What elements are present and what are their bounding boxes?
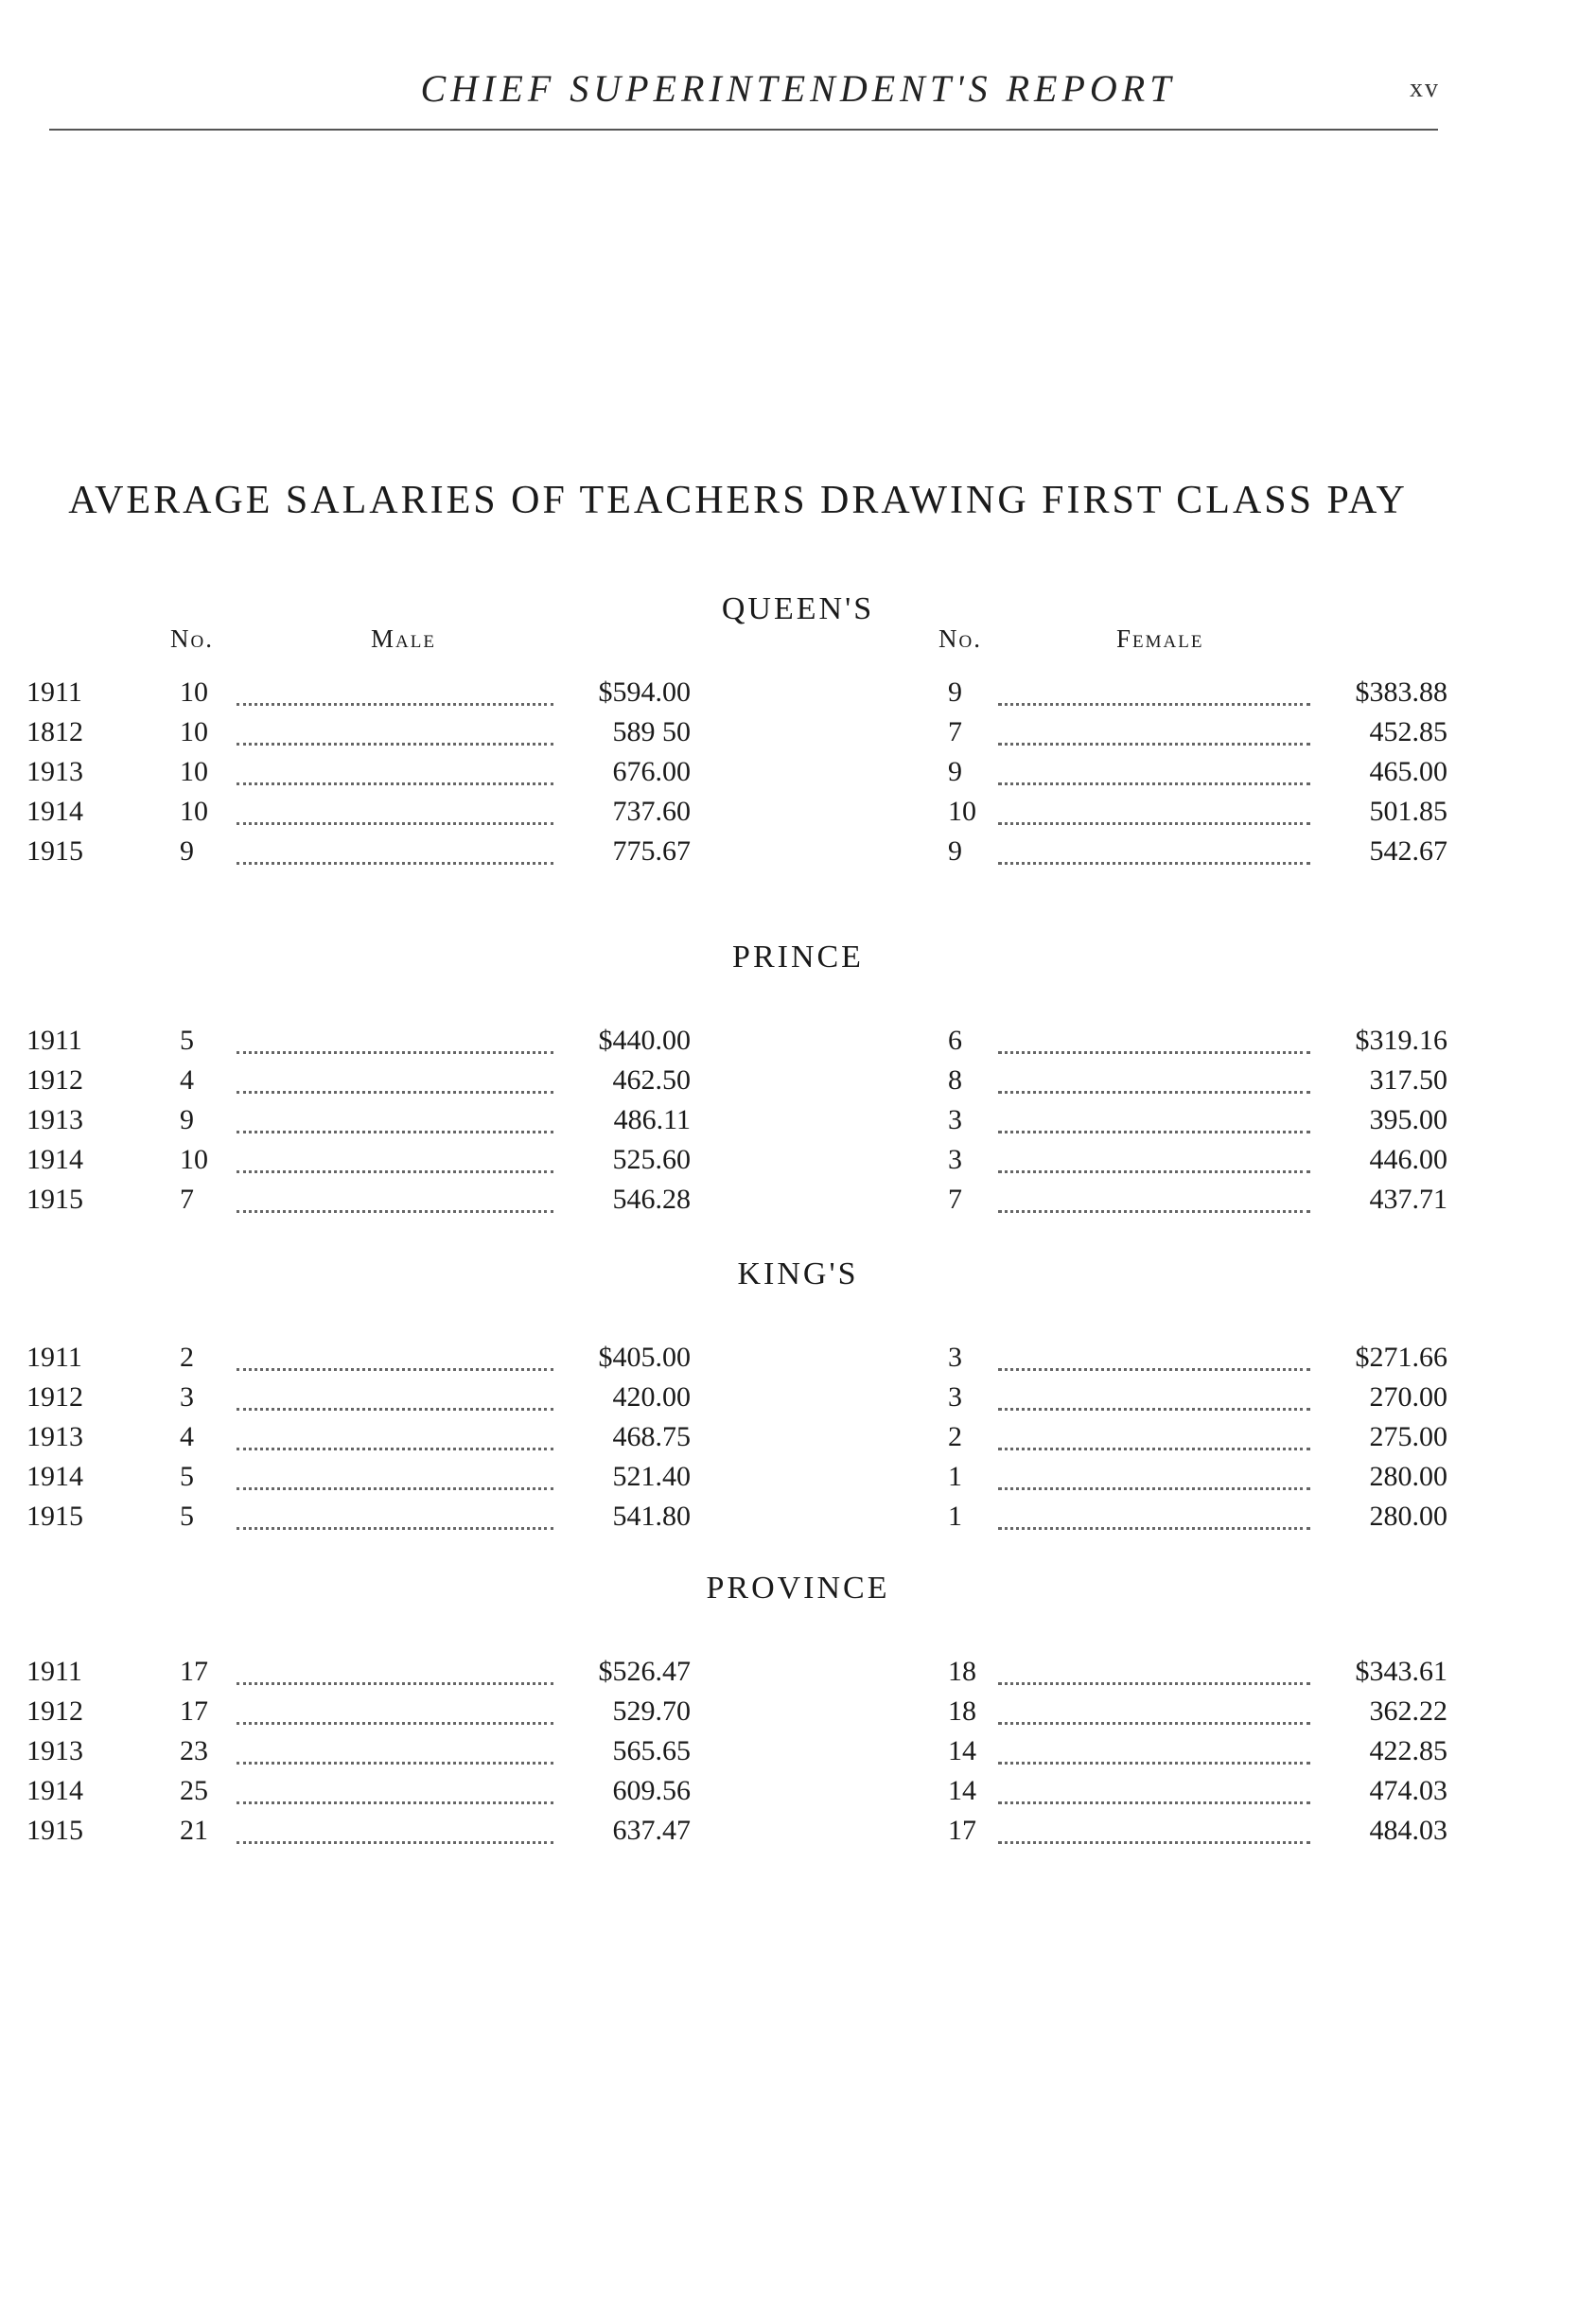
year-cell: 1914	[26, 1775, 83, 1806]
male-count-cell: 5	[180, 1461, 194, 1492]
female-salary-cell: 280.00	[1369, 1461, 1447, 1492]
male-salary-cell: 737.60	[612, 796, 691, 827]
dot-leader	[998, 1487, 1310, 1490]
male-count-cell: 5	[180, 1025, 194, 1056]
female-salary-cell: 474.03	[1369, 1775, 1447, 1806]
male-salary-cell: 546.28	[612, 1184, 691, 1215]
male-count-cell: 9	[180, 1104, 194, 1135]
female-salary-cell: 465.00	[1369, 756, 1447, 787]
dot-leader	[998, 1801, 1310, 1804]
male-count-cell: 10	[180, 1144, 208, 1175]
table-row	[0, 1184, 1596, 1221]
dot-leader	[237, 703, 553, 706]
dot-leader	[237, 862, 553, 865]
table-row	[0, 1421, 1596, 1459]
male-count-cell: 10	[180, 716, 208, 747]
male-count-cell: 23	[180, 1735, 208, 1766]
female-salary-cell: 280.00	[1369, 1501, 1447, 1532]
year-cell: 1912	[26, 1695, 83, 1727]
table-row	[0, 835, 1596, 873]
dot-leader	[998, 1091, 1310, 1094]
table-row	[0, 1501, 1596, 1538]
dot-leader	[237, 782, 553, 785]
male-salary-cell: 420.00	[612, 1381, 691, 1413]
dot-leader	[998, 1448, 1310, 1450]
male-count-cell: 17	[180, 1695, 208, 1727]
section-title: PRINCE	[732, 940, 864, 975]
year-cell: 1912	[26, 1064, 83, 1096]
dot-leader	[237, 1801, 553, 1804]
column-header-male-no: No.	[170, 624, 214, 653]
male-count-cell: 4	[180, 1064, 194, 1096]
male-count-cell: 5	[180, 1501, 194, 1532]
dot-leader	[237, 1170, 553, 1173]
dot-leader	[998, 1527, 1310, 1530]
year-cell: 1911	[26, 1342, 82, 1373]
dot-leader	[998, 822, 1310, 825]
female-count-cell: 3	[948, 1104, 962, 1135]
dot-leader	[998, 1762, 1310, 1765]
male-salary-cell: 462.50	[612, 1064, 691, 1096]
table-row	[0, 1104, 1596, 1142]
dot-leader	[998, 862, 1310, 865]
female-count-cell: 14	[948, 1735, 976, 1766]
male-salary-cell: 529.70	[612, 1695, 691, 1727]
table-row	[0, 1815, 1596, 1853]
male-salary-cell: $405.00	[598, 1342, 691, 1373]
year-cell: 1912	[26, 1381, 83, 1413]
table-row	[0, 1775, 1596, 1813]
year-cell: 1915	[26, 1501, 83, 1532]
table-row	[0, 1144, 1596, 1182]
male-salary-cell: 589 50	[612, 716, 691, 747]
year-cell: 1914	[26, 1461, 83, 1492]
section-title: QUEEN'S	[721, 591, 875, 626]
male-salary-cell: 541.80	[612, 1501, 691, 1532]
female-salary-cell: 275.00	[1369, 1421, 1447, 1452]
dot-leader	[237, 1131, 553, 1133]
running-head-title: CHIEF SUPERINTENDENT'S REPORT	[420, 67, 1176, 110]
page-title: AVERAGE SALARIES OF TEACHERS DRAWING FIRST CLASS PAY	[68, 479, 1408, 522]
dot-leader	[998, 703, 1310, 706]
year-cell: 1913	[26, 756, 83, 787]
dot-leader	[998, 1210, 1310, 1213]
female-count-cell: 17	[948, 1815, 976, 1846]
male-salary-cell: 637.47	[612, 1815, 691, 1846]
dot-leader	[237, 1210, 553, 1213]
year-cell: 1915	[26, 1184, 83, 1215]
year-cell: 1913	[26, 1421, 83, 1452]
female-salary-cell: $343.61	[1355, 1656, 1447, 1687]
table-row	[0, 1025, 1596, 1063]
dot-leader	[237, 1487, 553, 1490]
year-cell: 1911	[26, 1656, 82, 1687]
male-count-cell: 4	[180, 1421, 194, 1452]
table-row	[0, 1381, 1596, 1419]
female-count-cell: 10	[948, 796, 976, 827]
female-count-cell: 9	[948, 835, 962, 867]
female-salary-cell: 446.00	[1369, 1144, 1447, 1175]
year-cell: 1914	[26, 796, 83, 827]
dot-leader	[998, 1722, 1310, 1725]
female-salary-cell: $383.88	[1355, 676, 1447, 708]
male-count-cell: 21	[180, 1815, 208, 1846]
male-count-cell: 10	[180, 676, 208, 708]
female-count-cell: 6	[948, 1025, 962, 1056]
female-count-cell: 3	[948, 1342, 962, 1373]
female-salary-cell: 422.85	[1369, 1735, 1447, 1766]
dot-leader	[998, 1841, 1310, 1844]
male-salary-cell: $526.47	[598, 1656, 691, 1687]
female-count-cell: 18	[948, 1695, 976, 1727]
dot-leader	[998, 1170, 1310, 1173]
female-count-cell: 14	[948, 1775, 976, 1806]
male-count-cell: 25	[180, 1775, 208, 1806]
year-cell: 1911	[26, 1025, 82, 1056]
dot-leader	[237, 1368, 553, 1371]
male-count-cell: 10	[180, 756, 208, 787]
male-count-cell: 9	[180, 835, 194, 867]
male-salary-cell: $440.00	[598, 1025, 691, 1056]
dot-leader	[237, 1091, 553, 1094]
section-title: KING'S	[737, 1256, 859, 1291]
female-count-cell: 9	[948, 756, 962, 787]
female-salary-cell: 452.85	[1369, 716, 1447, 747]
dot-leader	[237, 822, 553, 825]
female-salary-cell: 270.00	[1369, 1381, 1447, 1413]
dot-leader	[998, 782, 1310, 785]
year-cell: 1913	[26, 1735, 83, 1766]
female-count-cell: 9	[948, 676, 962, 708]
dot-leader	[998, 1368, 1310, 1371]
male-count-cell: 17	[180, 1656, 208, 1687]
female-salary-cell: 484.03	[1369, 1815, 1447, 1846]
female-salary-cell: 317.50	[1369, 1064, 1447, 1096]
female-count-cell: 2	[948, 1421, 962, 1452]
dot-leader	[998, 743, 1310, 746]
female-count-cell: 1	[948, 1501, 962, 1532]
year-cell: 1911	[26, 676, 82, 708]
running-head	[0, 66, 1596, 123]
year-cell: 1914	[26, 1144, 83, 1175]
dot-leader	[998, 1408, 1310, 1411]
female-salary-cell: 542.67	[1369, 835, 1447, 867]
male-count-cell: 2	[180, 1342, 194, 1373]
male-salary-cell: 468.75	[612, 1421, 691, 1452]
male-salary-cell: 565.65	[612, 1735, 691, 1766]
female-count-cell: 7	[948, 1184, 962, 1215]
table-row	[0, 796, 1596, 834]
column-header-male: Male	[371, 624, 436, 653]
male-salary-cell: 486.11	[613, 1104, 691, 1135]
year-cell: 1812	[26, 716, 83, 747]
dot-leader	[237, 1722, 553, 1725]
page-number: xv	[1410, 74, 1440, 103]
male-salary-cell: 676.00	[612, 756, 691, 787]
table-row	[0, 1695, 1596, 1733]
dot-leader	[237, 743, 553, 746]
male-salary-cell: 775.67	[612, 835, 691, 867]
male-salary-cell: 521.40	[612, 1461, 691, 1492]
male-salary-cell: $594.00	[598, 676, 691, 708]
dot-leader	[237, 1448, 553, 1450]
male-count-cell: 7	[180, 1184, 194, 1215]
table-row	[0, 1461, 1596, 1499]
table-row	[0, 716, 1596, 754]
female-salary-cell: 395.00	[1369, 1104, 1447, 1135]
header-rule	[49, 129, 1438, 131]
dot-leader	[237, 1527, 553, 1530]
female-count-cell: 18	[948, 1656, 976, 1687]
year-cell: 1913	[26, 1104, 83, 1135]
dot-leader	[237, 1408, 553, 1411]
female-count-cell: 3	[948, 1381, 962, 1413]
female-salary-cell: $319.16	[1355, 1025, 1447, 1056]
female-count-cell: 7	[948, 716, 962, 747]
dot-leader	[237, 1762, 553, 1765]
female-count-cell: 3	[948, 1144, 962, 1175]
male-count-cell: 3	[180, 1381, 194, 1413]
female-count-cell: 8	[948, 1064, 962, 1096]
male-count-cell: 10	[180, 796, 208, 827]
female-salary-cell: 501.85	[1369, 796, 1447, 827]
table-row	[0, 756, 1596, 794]
dot-leader	[998, 1051, 1310, 1054]
female-salary-cell: 437.71	[1369, 1184, 1447, 1215]
table-row	[0, 676, 1596, 714]
dot-leader	[998, 1682, 1310, 1685]
table-row	[0, 1735, 1596, 1773]
section-title: PROVINCE	[706, 1571, 890, 1606]
table-row	[0, 1656, 1596, 1694]
male-salary-cell: 525.60	[612, 1144, 691, 1175]
female-salary-cell: 362.22	[1369, 1695, 1447, 1727]
female-count-cell: 1	[948, 1461, 962, 1492]
table-row	[0, 1342, 1596, 1379]
dot-leader	[237, 1682, 553, 1685]
column-header-female: Female	[1116, 624, 1204, 653]
table-row	[0, 1064, 1596, 1102]
dot-leader	[237, 1051, 553, 1054]
female-salary-cell: $271.66	[1355, 1342, 1447, 1373]
male-salary-cell: 609.56	[612, 1775, 691, 1806]
dot-leader	[998, 1131, 1310, 1133]
year-cell: 1915	[26, 1815, 83, 1846]
column-header-female-no: No.	[938, 624, 982, 653]
year-cell: 1915	[26, 835, 83, 867]
dot-leader	[237, 1841, 553, 1844]
